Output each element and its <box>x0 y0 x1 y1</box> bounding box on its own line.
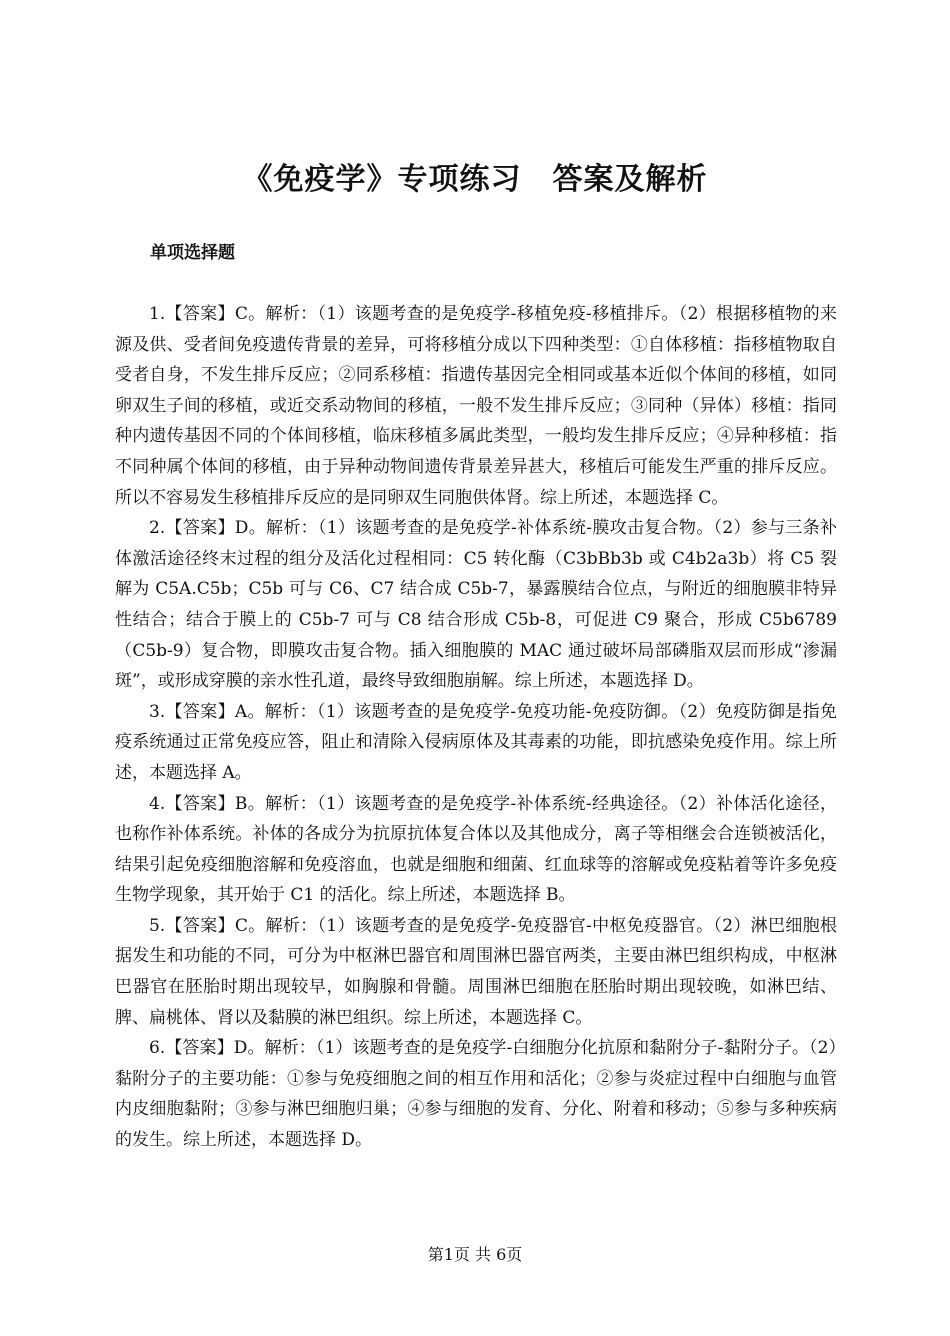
answer-list <box>115 299 837 1156</box>
document-title: 《免疫学》专项练习 答案及解析 <box>242 162 708 197</box>
answer-paragraph: 3.【答案】A。解析：（1）该题考查的是免疫学-免疫功能-免疫防御。（2）免疫防御是指免疫系统通过正常免疫应答，阻止和清除入侵病原体及其毒素的功能，即抗感染免疫作用。综上所述，本题选择 A。 <box>115 701 837 783</box>
page-footer: 第1页 共 6页 <box>427 1245 523 1264</box>
answer-paragraph: 1.【答案】C。解析：（1）该题考查的是免疫学-移植免疫-移植排斥。（2）根据移植物的来源及供、受者间免疫遗传背景的差异，可将移植分成以下四种类型：①自体移植：指移植物取自受者自身，不发生排斥反应；②同系移植：指遗传基因完全相同或基本近似个体间的移植，如同卵双生子间的移植，或近交系动物间的移植，一般不发生排斥反应；③同种（异体）移植：指同种内遗传基因不同的个体间移植，临床移植多属此类型，一般均发生排斥反应；④异种移植：指不同种属个体间的移植，由于异种动物间遗传背景差异甚大，移植后可能发生严重的排斥反应。所以不容易发生移植排斥反应的是同卵双生同胞供体肾。综上所述，本题选择 C。 <box>115 304 837 508</box>
answer-paragraph: 5.【答案】C。解析：（1）该题考查的是免疫学-免疫器官-中枢免疫器官。（2）淋巴细胞根据发生和功能的不同，可分为中枢淋巴器官和周围淋巴器官两类，主要由淋巴组织构成，中枢淋巴器官在胚胎时期出现较早，如胸腺和骨髓。周围淋巴细胞在胚胎时期出现较晚，如淋巴结、脾、扁桃体、肾以及黏膜的淋巴组织。综上所述，本题选择 C。 <box>115 915 837 1028</box>
answer-paragraph: 2.【答案】D。解析：（1）该题考查的是免疫学-补体系统-膜攻击复合物。（2）参与三条补体激活途径终末过程的组分及活化过程相同：C5 转化酶（C3bBb3b 或 C4b2a3b）将 C5 裂解为 C5A.C5b；C5b 可与 C6、C7 结合成 C5b-7，暴露膜结合位点，与附近的细胞膜非特异性结合；结合于膜上的 C5b-7 可与 C8 结合形成 C5b-8，可促进 C9 聚合，形成 C5b6789（C5b-9）复合物，即膜攻击复合物。插入细胞膜的 MAC 通过破坏局部磷脂双层而形成“渗漏斑”，或形成穿膜的亲水性孔道，最终导致细胞崩解。综上所述，本题选择 D。 <box>115 518 837 692</box>
answer-paragraph: 6.【答案】D。解析：（1）该题考查的是免疫学-白细胞分化抗原和黏附分子-黏附分子。（2）黏附分子的主要功能：①参与免疫细胞之间的相互作用和活化；②参与炎症过程中白细胞与血管内皮细胞黏附；③参与淋巴细胞归巢；④参与细胞的发育、分化、附着和移动；⑤参与多种疾病的发生。综上所述，本题选择 D。 <box>115 1038 837 1151</box>
answer-paragraph: 4.【答案】B。解析：（1）该题考查的是免疫学-补体系统-经典途径。（2）补体活化途径，也称作补体系统。补体的各成分为抗原抗体复合体以及其他成分，离子等相继会合连锁被活化，结果引起免疫细胞溶解和免疫溶血，也就是细胞和细菌、红血球等的溶解或免疫粘着等许多免疫生物学现象，其开始于 C1 的活化。综上所述，本题选择 B。 <box>115 793 837 906</box>
section-heading: 单项选择题 <box>150 243 235 263</box>
